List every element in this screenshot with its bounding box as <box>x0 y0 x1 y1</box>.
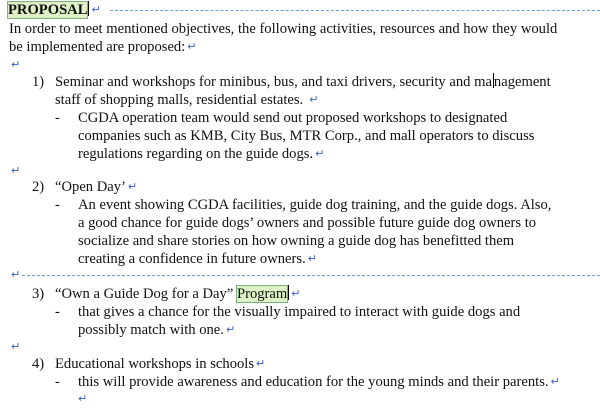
paragraph-mark-icon: ↵ <box>91 3 101 16</box>
sub-item-line: regulations regarding on the guide dogs. ↵ <box>78 146 325 162</box>
paragraph-mark-icon: ↵ <box>550 375 560 388</box>
sub-item-line: that gives a chance for the visually impaired to interact with guide dogs and <box>78 304 521 320</box>
list-number: 2) <box>32 179 45 195</box>
list-number: 3) <box>32 286 45 302</box>
paragraph-mark-icon: ↵ <box>307 252 317 265</box>
sub-item-line: a good chance for guide dogs’ owners and possible future guide dog owners to <box>78 215 537 231</box>
intro-line-1: In order to meet mentioned objectives, the following activities, resources and how they would <box>9 21 558 37</box>
paragraph-mark-icon: ↵ <box>315 147 325 160</box>
sub-item-line: creating a confidence in future owners. ↵ <box>78 251 317 267</box>
sub-item-line: companies such as KMB, City Bus, MTR Corp., and mall operators to discuss <box>78 128 535 144</box>
sub-item-line: possibly match with one. ↵ <box>78 322 236 338</box>
sub-item-line: An event showing CGDA facilities, guide dog training, and the guide dogs. Also, <box>78 197 552 213</box>
paragraph-mark-icon: ↵ <box>127 180 138 193</box>
sub-item-line: this will provide awareness and education for the young minds and their parents. ↵ <box>78 374 560 390</box>
text-caret <box>88 1 89 16</box>
highlighted-word[interactable]: Program <box>236 286 288 302</box>
paragraph-mark-icon: ↵ <box>11 58 21 71</box>
sub-bullet: - <box>55 197 60 213</box>
list-item-1-line-2: staff of shopping malls, residential estates. ↵ <box>55 92 319 108</box>
paragraph-mark-icon: ↵ <box>187 40 197 53</box>
paragraph-mark-icon: ↵ <box>11 164 21 177</box>
page-title[interactable]: PROPOSAL <box>8 2 88 18</box>
paragraph-mark-icon: ↵ <box>291 287 301 300</box>
paragraph-mark-icon: ↵ <box>11 340 21 353</box>
empty-paragraph <box>9 338 20 356</box>
empty-paragraph <box>9 56 20 74</box>
list-item-3-line-1: “Own a Guide Dog for a Day” Program ↵ <box>55 286 301 302</box>
list-item-1-line-1: Seminar and workshops for minibus, bus, and taxi drivers, security and ma nagement <box>55 74 551 90</box>
text-caret <box>288 285 289 300</box>
sub-item-line: socialize and share stories on how owning a guide dog has benefitted them <box>78 233 515 249</box>
list-item-4-line-1: Educational workshops in schools ↵ <box>55 356 266 372</box>
list-number: 4) <box>32 356 45 372</box>
list-number: 1) <box>32 74 45 90</box>
paragraph-mark-icon: ↵ <box>78 392 88 405</box>
paragraph-mark-icon: ↵ <box>256 357 266 370</box>
sub-bullet: - <box>55 374 60 390</box>
paragraph-mark-icon: ↵ <box>11 268 21 281</box>
intro-line-2: be implemented are proposed: ↵ <box>9 39 197 55</box>
section-break-rule <box>110 10 600 11</box>
sub-bullet: - <box>55 110 60 126</box>
empty-paragraph <box>76 390 87 408</box>
title-line <box>8 1 101 19</box>
sub-item-line: CGDA operation team would send out proposed workshops to designated <box>78 110 508 126</box>
empty-paragraph <box>9 266 20 284</box>
empty-paragraph <box>9 162 20 180</box>
section-break-rule <box>22 275 600 276</box>
sub-bullet: - <box>55 304 60 320</box>
paragraph-mark-icon: ↵ <box>225 323 236 336</box>
paragraph-mark-icon: ↵ <box>309 93 319 106</box>
list-item-2-line-1: “Open Day’ ↵ <box>55 179 138 195</box>
